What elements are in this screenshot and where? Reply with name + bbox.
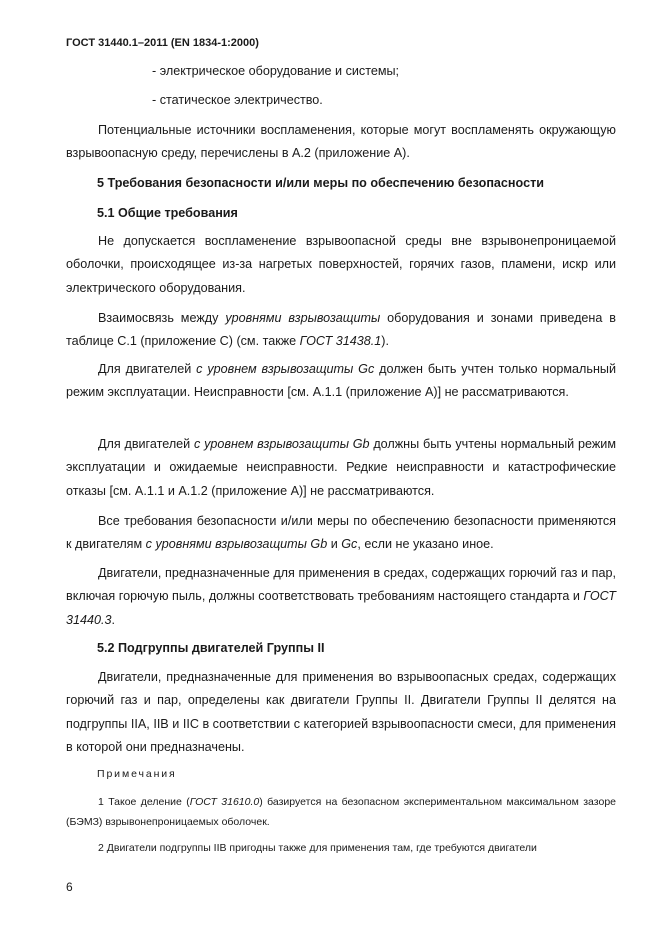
paragraph-gb-motors: Для двигателей с уровнем взрывозащиты Gb должны быть учтены нормальный режим эксплуатации и ожидаемые неисправности. Редкие неисправности и катастрофические отказы [см. А.1.1 и А.1.2 (приложение А)] не рассматриваются. (66, 437, 616, 498)
section-5-2-heading: 5.2 Подгруппы двигателей Группы II (97, 641, 325, 655)
list-item: - статическое электричество. (152, 93, 323, 107)
paragraph-protection-levels: Взаимосвязь между уровнями взрывозащиты оборудования и зонами приведена в таблице С.1 (приложение С) (см. также ГОСТ 31438.1). (66, 311, 616, 349)
paragraph-ignition-sources: Потенциальные источники воспламенения, которые могут воспламенять окружающую взрывоопасную среду, перечислены в А.2 (приложение А). (66, 123, 616, 161)
paragraph-group-ii-subgroups: Двигатели, предназначенные для применения во взрывоопасных средах, содержащих горючий газ и пар, определены как двигатели Группы II. Двигатели Группы II делятся на подгруппы IIA, IIB и IIC в соответствии с категорией взрывоопасности смеси, для применения в которой они предназначены. (66, 670, 616, 754)
page-number: 6 (66, 880, 73, 894)
document-header: ГОСТ 31440.1–2011 (EN 1834-1:2000) (66, 37, 259, 49)
paragraph-gas-dust-media: Двигатели, предназначенные для применения в средах, содержащих горючий газ и пар, включая горючую пыль, должны соответствовать требованиям настоящего стандарта и ГОСТ 31440.3. (66, 566, 616, 627)
note-2: 2 Двигатели подгруппы IIB пригодны также для применения там, где требуются двигатели (98, 842, 537, 854)
section-5-1-heading: 5.1 Общие требования (97, 206, 238, 220)
section-5-heading: 5 Требования безопасности и/или меры по обеспечению безопасности (97, 176, 544, 190)
list-item: - электрическое оборудование и системы; (152, 64, 400, 78)
note-1: 1 Такое деление (ГОСТ 31610.0) базируется на безопасном экспериментальном максимальном зазоре (БЭМЗ) взрывонепроницаемых оболочек. (66, 796, 616, 828)
paragraph-gc-motors: Для двигателей с уровнем взрывозащиты Gc должен быть учтен только нормальный режим эксплуатации. Неисправности [см. А.1.1 (приложение А)] не рассматриваются. (66, 362, 616, 400)
paragraph-gb-gc-requirements: Все требования безопасности и/или меры по обеспечению безопасности применяются к двигателям с уровнями взрывозащиты Gb и Gc, если не указано иное. (66, 514, 616, 552)
notes-label: Примечания (97, 768, 177, 780)
paragraph-ignition-prohibited: Не допускается воспламенение взрывоопасной среды вне взрывонепроницаемой оболочки, происходящее из-за нагретых поверхностей, горячих газов, пламени, искр или электрического оборудования. (66, 234, 616, 295)
